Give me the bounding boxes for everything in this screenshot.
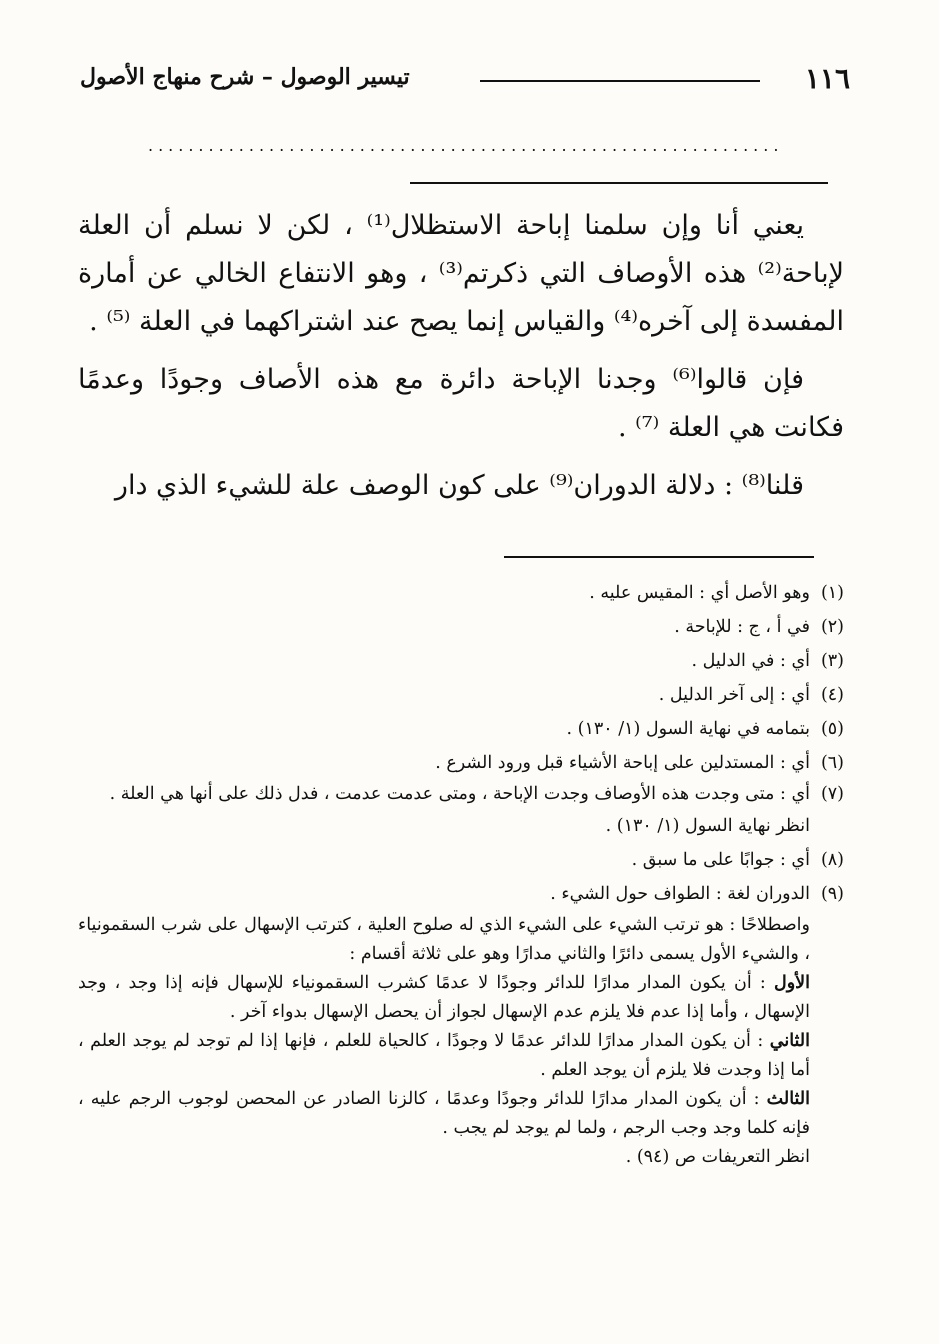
section-label: الثاني — [769, 1031, 810, 1051]
footnote-number: (١) — [820, 583, 844, 603]
footnote-text: أي : متى وجدت هذه الأوصاف وجدت الإباحة ، ومتى عدمت عدمت ، فدل ذلك على أنها هي العلة . — [109, 784, 810, 804]
section-text: : أن يكون المدار مدارًا للدائر عدمًا لا وجودًا ، كالحياة للعلم ، فإنها إذا لم توجد لم يوجد العلم ، أما إذا وجدت فلا يلزم أن يوجد العلم . — [78, 1031, 810, 1080]
footnote-4 — [78, 678, 844, 712]
top-rule — [410, 182, 828, 184]
section-text: : أن يكون المدار مدارًا للدائر وجودًا وعدمًا ، كالزنا الصادر عن المحصن لوجوب الرجم عليه ، فإنه كلما وجد وجب الرجم ، ولما لم يوجد لم يجب . — [78, 1089, 810, 1138]
footnote-number: (٨) — [820, 850, 844, 870]
footnote-9-first — [78, 969, 844, 1027]
book-title: تيسير الوصول – شرح منهاج الأصول — [80, 64, 410, 90]
footnote-3 — [78, 644, 844, 678]
footnote-rule — [504, 556, 814, 558]
footnote-text: وهو الأصل أي : المقيس عليه . — [589, 583, 810, 603]
footnote-number: (٩) — [820, 884, 844, 904]
page-header — [70, 58, 850, 98]
footnote-number: (٧) — [820, 784, 844, 804]
footnote-5 — [78, 712, 844, 746]
footnote-number: (٤) — [820, 685, 844, 705]
section-label: الثالث — [766, 1089, 810, 1109]
footnote-text: أي : المستدلين على إباحة الأشياء قبل ورود الشرع . — [435, 753, 810, 773]
page-number: ١١٦ — [804, 62, 850, 95]
footnote-9-third — [78, 1085, 844, 1143]
footnote-6 — [78, 746, 844, 780]
footnote-9-second — [78, 1027, 844, 1085]
paragraph-2: فإن قالوا⁽⁶⁾ وجدنا الإباحة دائرة مع هذه الأصاف وجودًا وعدمًا فكانت هي العلة ⁽⁷⁾ . — [78, 364, 844, 443]
section-label: الأول — [773, 973, 810, 993]
footnote-9-reference: انظر التعريفات ص (٩٤) . — [625, 1147, 810, 1167]
footnote-text: بتمامه في نهاية السول (١/ ١٣٠) . — [566, 719, 810, 739]
footnote-text: الدوران لغة : الطواف حول الشيء . — [550, 884, 810, 904]
footnote-text: أي : إلى آخر الدليل . — [658, 685, 810, 705]
paragraph-3: قلنا⁽⁸⁾ : دلالة الدوران⁽⁹⁾ على كون الوصف علة للشيء الذي دار — [114, 470, 804, 501]
footnote-text: في أ ، ج : للإباحة . — [674, 617, 810, 637]
footnote-number: (٥) — [820, 719, 844, 739]
footnote-7 — [78, 780, 844, 809]
footnotes — [78, 576, 844, 1172]
footnote-9 — [78, 877, 844, 911]
footnote-9-istilah: واصطلاحًا : هو ترتب الشيء على الشيء الذي له صلوح العلية ، كترتب الإسهال على شرب السقمونياء ، والشيء الأول يسمى دائرًا والثاني مدارًا وهو على ثلاثة أقسام : — [78, 915, 810, 964]
footnote-1 — [78, 576, 844, 610]
section-text: : أن يكون المدار مدارًا للدائر وجودًا لا عدمًا كشرب السقمونياء للإسهال فإنه إذا وجد ، وجد الإسهال ، وأما إذا عدم فلا يلزم عدم الإسهال لجواز أن يحصل الإسهال بدواء آخر . — [78, 973, 810, 1022]
footnote-number: (٦) — [820, 753, 844, 773]
main-text — [78, 202, 844, 520]
footnote-text: أي : في الدليل . — [691, 651, 810, 671]
separator-dots: ............................................................... — [148, 136, 784, 155]
footnote-2 — [78, 610, 844, 644]
footnote-number: (٣) — [820, 651, 844, 671]
footnote-text: أي : جوابًا على ما سبق . — [631, 850, 810, 870]
footnote-7-reference: انظر نهاية السول (١/ ١٣٠) . — [605, 816, 810, 836]
footnote-8 — [78, 843, 844, 877]
header-rule — [480, 80, 760, 82]
paragraph-1: يعني أنا وإن سلمنا إباحة الاستظلال⁽¹⁾ ، لكن لا نسلم أن العلة لإباحة⁽²⁾ هذه الأوصاف التي ذكرتم⁽³⁾ ، وهو الانتفاع الخالي عن أمارة المفسدة إلى آخره⁽⁴⁾ والقياس إنما يصح عند اشتراكهما في العلة ⁽⁵⁾ . — [78, 210, 844, 337]
footnote-number: (٢) — [820, 617, 844, 637]
